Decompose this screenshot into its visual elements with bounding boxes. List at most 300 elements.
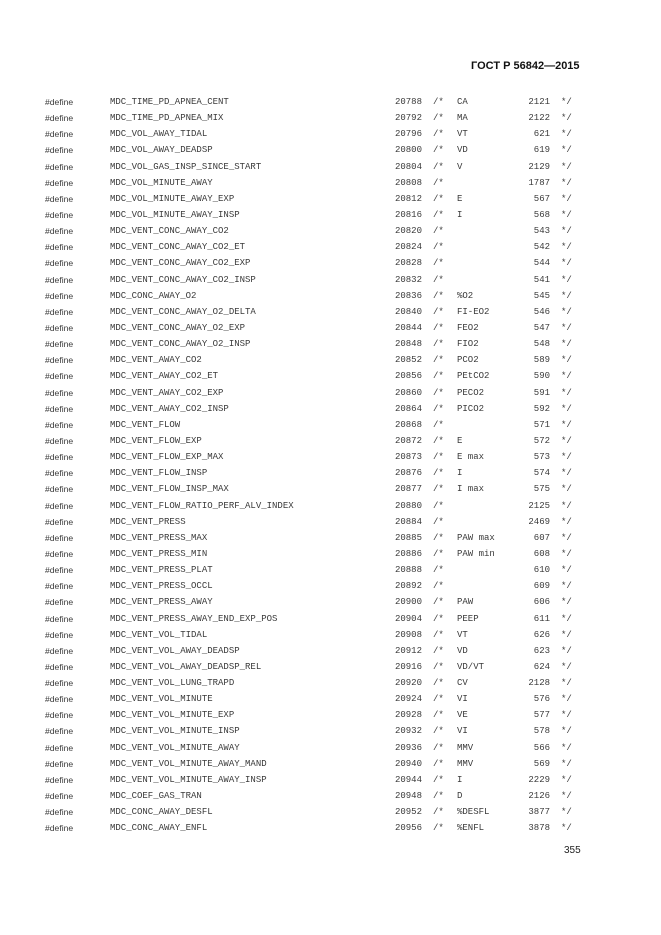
macro-name: MDC_VENT_VOL_LUNG_TRAPD bbox=[110, 678, 235, 689]
macro-name: MDC_VENT_AWAY_CO2_ET bbox=[110, 371, 219, 382]
comment-label: CA bbox=[457, 97, 468, 107]
comment-label: %ENFL bbox=[457, 823, 485, 834]
define-keyword: #define bbox=[45, 548, 74, 559]
define-keyword: #define bbox=[45, 484, 74, 495]
comment-open: /* bbox=[433, 613, 444, 624]
macro-name: MDC_VENT_PRESS_PLAT bbox=[110, 565, 213, 576]
macro-code: 20944 bbox=[394, 774, 422, 785]
comment-label: %O2 bbox=[457, 290, 474, 301]
comment-close: */ bbox=[561, 629, 572, 640]
define-row bbox=[0, 223, 661, 239]
comment-number: 3878 bbox=[528, 823, 550, 834]
define-row bbox=[0, 804, 661, 820]
comment-label: PAW bbox=[457, 597, 474, 608]
macro-code: 20940 bbox=[394, 758, 422, 769]
comment-label: I bbox=[457, 774, 463, 785]
macro-code: 20948 bbox=[394, 791, 422, 802]
comment-label: E bbox=[457, 435, 463, 446]
comment-number: 591 bbox=[533, 387, 550, 398]
macro-code: 20936 bbox=[394, 742, 422, 753]
comment-number: 2126 bbox=[528, 791, 550, 802]
define-keyword: #define bbox=[45, 710, 74, 721]
comment-close: */ bbox=[561, 97, 572, 107]
define-row bbox=[0, 175, 661, 191]
define-row bbox=[0, 772, 661, 788]
define-keyword: #define bbox=[45, 774, 74, 785]
define-row bbox=[0, 481, 661, 497]
comment-open: /* bbox=[433, 597, 444, 608]
comment-label: FIO2 bbox=[457, 339, 479, 350]
comment-close: */ bbox=[561, 226, 572, 237]
macro-name: MDC_VENT_AWAY_CO2 bbox=[110, 355, 202, 366]
macro-name: MDC_VENT_PRESS_AWAY bbox=[110, 597, 213, 608]
comment-number: 547 bbox=[533, 322, 550, 333]
macro-code: 20876 bbox=[394, 468, 422, 479]
macro-code: 20886 bbox=[394, 548, 422, 559]
comment-close: */ bbox=[561, 661, 572, 672]
define-row bbox=[0, 288, 661, 304]
comment-close: */ bbox=[561, 807, 572, 818]
comment-close: */ bbox=[561, 565, 572, 576]
comment-label: CV bbox=[457, 678, 468, 689]
define-keyword: #define bbox=[45, 258, 74, 269]
comment-close: */ bbox=[561, 403, 572, 414]
macro-name: MDC_COEF_GAS_TRAN bbox=[110, 791, 202, 802]
define-keyword: #define bbox=[45, 742, 74, 753]
define-row bbox=[0, 142, 661, 158]
define-keyword: #define bbox=[45, 678, 74, 689]
define-keyword: #define bbox=[45, 339, 74, 350]
define-keyword: #define bbox=[45, 226, 74, 237]
define-keyword: #define bbox=[45, 306, 74, 317]
comment-number: 626 bbox=[533, 629, 550, 640]
comment-number: 2121 bbox=[528, 97, 550, 107]
define-row bbox=[0, 578, 661, 594]
comment-open: /* bbox=[433, 209, 444, 220]
define-keyword: #define bbox=[45, 177, 74, 188]
macro-name: MDC_VENT_CONC_AWAY_O2_DELTA bbox=[110, 306, 256, 317]
comment-open: /* bbox=[433, 791, 444, 802]
comment-number: 572 bbox=[533, 435, 550, 446]
comment-label: I max bbox=[457, 484, 485, 495]
macro-name: MDC_VENT_FLOW_EXP bbox=[110, 435, 202, 446]
macro-name: MDC_VENT_FLOW_INSP_MAX bbox=[110, 484, 229, 495]
macro-code: 20864 bbox=[394, 403, 422, 414]
comment-close: */ bbox=[561, 597, 572, 608]
macro-code: 20872 bbox=[394, 435, 422, 446]
define-keyword: #define bbox=[45, 209, 74, 220]
comment-number: 590 bbox=[533, 371, 550, 382]
comment-open: /* bbox=[433, 306, 444, 317]
define-keyword: #define bbox=[45, 468, 74, 479]
define-row bbox=[0, 627, 661, 643]
comment-label: PEEP bbox=[457, 613, 479, 624]
macro-name: MDC_CONC_AWAY_DESFL bbox=[110, 807, 213, 818]
comment-label: PCO2 bbox=[457, 355, 479, 366]
define-keyword: #define bbox=[45, 129, 74, 140]
define-keyword: #define bbox=[45, 435, 74, 446]
comment-number: 569 bbox=[533, 758, 550, 769]
comment-number: 589 bbox=[533, 355, 550, 366]
macro-code: 20856 bbox=[394, 371, 422, 382]
define-row bbox=[0, 352, 661, 368]
comment-number: 2129 bbox=[528, 161, 550, 172]
comment-close: */ bbox=[561, 742, 572, 753]
comment-close: */ bbox=[561, 484, 572, 495]
comment-open: /* bbox=[433, 129, 444, 140]
comment-close: */ bbox=[561, 710, 572, 721]
define-row bbox=[0, 385, 661, 401]
comment-open: /* bbox=[433, 258, 444, 269]
comment-open: /* bbox=[433, 468, 444, 479]
comment-label: VI bbox=[457, 726, 468, 737]
define-row bbox=[0, 465, 661, 481]
comment-open: /* bbox=[433, 355, 444, 366]
macro-code: 20912 bbox=[394, 645, 422, 656]
comment-number: 576 bbox=[533, 694, 550, 705]
define-row bbox=[0, 401, 661, 417]
define-keyword: #define bbox=[45, 823, 74, 834]
define-keyword: #define bbox=[45, 581, 74, 592]
comment-close: */ bbox=[561, 613, 572, 624]
comment-number: 624 bbox=[533, 661, 550, 672]
comment-close: */ bbox=[561, 532, 572, 543]
define-keyword: #define bbox=[45, 726, 74, 737]
comment-label: PICO2 bbox=[457, 403, 485, 414]
comment-number: 568 bbox=[533, 209, 550, 220]
comment-open: /* bbox=[433, 290, 444, 301]
comment-close: */ bbox=[561, 516, 572, 527]
comment-close: */ bbox=[561, 468, 572, 479]
comment-number: 607 bbox=[533, 532, 550, 543]
comment-open: /* bbox=[433, 742, 444, 753]
comment-open: /* bbox=[433, 419, 444, 430]
macro-code: 20848 bbox=[394, 339, 422, 350]
define-keyword: #define bbox=[45, 597, 74, 608]
comment-number: 544 bbox=[533, 258, 550, 269]
macro-name: MDC_VENT_CONC_AWAY_CO2_INSP bbox=[110, 274, 256, 285]
define-row bbox=[0, 255, 661, 271]
define-row bbox=[0, 740, 661, 756]
comment-number: 606 bbox=[533, 597, 550, 608]
define-keyword: #define bbox=[45, 694, 74, 705]
macro-code: 20804 bbox=[394, 161, 422, 172]
comment-number: 592 bbox=[533, 403, 550, 414]
macro-name: MDC_TIME_PD_APNEA_MIX bbox=[110, 113, 224, 124]
define-keyword: #define bbox=[45, 242, 74, 253]
comment-number: 573 bbox=[533, 452, 550, 463]
comment-close: */ bbox=[561, 387, 572, 398]
comment-label: PEtCO2 bbox=[457, 371, 490, 382]
macro-code: 20792 bbox=[394, 113, 422, 124]
macro-code: 20900 bbox=[394, 597, 422, 608]
comment-close: */ bbox=[561, 581, 572, 592]
macro-name: MDC_VENT_PRESS_AWAY_END_EXP_POS bbox=[110, 613, 278, 624]
comment-open: /* bbox=[433, 177, 444, 188]
define-row bbox=[0, 336, 661, 352]
comment-close: */ bbox=[561, 791, 572, 802]
comment-close: */ bbox=[561, 258, 572, 269]
comment-label: I bbox=[457, 209, 463, 220]
comment-open: /* bbox=[433, 371, 444, 382]
macro-code: 20904 bbox=[394, 613, 422, 624]
define-keyword: #define bbox=[45, 645, 74, 656]
comment-open: /* bbox=[433, 226, 444, 237]
macro-name: MDC_CONC_AWAY_O2 bbox=[110, 290, 197, 301]
macro-name: MDC_VENT_CONC_AWAY_CO2_EXP bbox=[110, 258, 251, 269]
macro-code: 20928 bbox=[394, 710, 422, 721]
define-row bbox=[0, 207, 661, 223]
comment-number: 2469 bbox=[528, 516, 550, 527]
macro-name: MDC_VOL_MINUTE_AWAY_EXP bbox=[110, 193, 235, 204]
macro-code: 20836 bbox=[394, 290, 422, 301]
macro-name: MDC_VENT_FLOW_INSP bbox=[110, 468, 208, 479]
comment-open: /* bbox=[433, 452, 444, 463]
define-keyword: #define bbox=[45, 758, 74, 769]
comment-label: VD/VT bbox=[457, 661, 485, 672]
macro-name: MDC_VOL_AWAY_DEADSP bbox=[110, 145, 213, 156]
comment-close: */ bbox=[561, 678, 572, 689]
define-row bbox=[0, 498, 661, 514]
comment-label: E max bbox=[457, 452, 485, 463]
comment-label: VD bbox=[457, 145, 468, 156]
comment-number: 548 bbox=[533, 339, 550, 350]
macro-name: MDC_VENT_FLOW_EXP_MAX bbox=[110, 452, 224, 463]
comment-number: 574 bbox=[533, 468, 550, 479]
define-row bbox=[0, 304, 661, 320]
comment-close: */ bbox=[561, 161, 572, 172]
comment-open: /* bbox=[433, 645, 444, 656]
define-row bbox=[0, 320, 661, 336]
comment-number: 578 bbox=[533, 726, 550, 737]
comment-number: 542 bbox=[533, 242, 550, 253]
macro-code: 20885 bbox=[394, 532, 422, 543]
comment-open: /* bbox=[433, 484, 444, 495]
define-keyword: #define bbox=[45, 387, 74, 398]
comment-close: */ bbox=[561, 129, 572, 140]
comment-close: */ bbox=[561, 113, 572, 124]
macro-name: MDC_VENT_PRESS_MIN bbox=[110, 548, 208, 559]
macro-name: MDC_VENT_FLOW_RATIO_PERF_ALV_INDEX bbox=[110, 500, 294, 511]
comment-number: 611 bbox=[533, 613, 550, 624]
comment-label: %DESFL bbox=[457, 807, 490, 818]
comment-number: 577 bbox=[533, 710, 550, 721]
macro-name: MDC_VENT_VOL_MINUTE_EXP bbox=[110, 710, 235, 721]
comment-label: VE bbox=[457, 710, 468, 721]
comment-open: /* bbox=[433, 710, 444, 721]
comment-label: MA bbox=[457, 113, 468, 124]
comment-number: 575 bbox=[533, 484, 550, 495]
comment-number: 3877 bbox=[528, 807, 550, 818]
comment-number: 2122 bbox=[528, 113, 550, 124]
define-keyword: #define bbox=[45, 661, 74, 672]
comment-open: /* bbox=[433, 629, 444, 640]
comment-number: 541 bbox=[533, 274, 550, 285]
define-keyword: #define bbox=[45, 97, 74, 107]
define-row bbox=[0, 239, 661, 255]
comment-label: VD bbox=[457, 645, 468, 656]
macro-code: 20860 bbox=[394, 387, 422, 398]
comment-open: /* bbox=[433, 274, 444, 285]
define-keyword: #define bbox=[45, 355, 74, 366]
macro-code: 20824 bbox=[394, 242, 422, 253]
comment-close: */ bbox=[561, 371, 572, 382]
macro-name: MDC_VOL_GAS_INSP_SINCE_START bbox=[110, 161, 262, 172]
macro-name: MDC_VENT_VOL_MINUTE_AWAY_INSP bbox=[110, 774, 267, 785]
comment-close: */ bbox=[561, 774, 572, 785]
comment-close: */ bbox=[561, 694, 572, 705]
comment-open: /* bbox=[433, 726, 444, 737]
define-keyword: #define bbox=[45, 532, 74, 543]
define-keyword: #define bbox=[45, 452, 74, 463]
define-row bbox=[0, 433, 661, 449]
comment-open: /* bbox=[433, 532, 444, 543]
define-row bbox=[0, 562, 661, 578]
comment-number: 566 bbox=[533, 742, 550, 753]
define-row bbox=[0, 788, 661, 804]
comment-close: */ bbox=[561, 193, 572, 204]
define-row bbox=[0, 643, 661, 659]
macro-code: 20832 bbox=[394, 274, 422, 285]
define-row bbox=[0, 820, 661, 836]
macro-code: 20828 bbox=[394, 258, 422, 269]
comment-label: V bbox=[457, 161, 463, 172]
define-keyword: #define bbox=[45, 113, 74, 124]
macro-code: 20844 bbox=[394, 322, 422, 333]
comment-open: /* bbox=[433, 387, 444, 398]
comment-open: /* bbox=[433, 322, 444, 333]
comment-open: /* bbox=[433, 339, 444, 350]
comment-label: I bbox=[457, 468, 463, 479]
comment-close: */ bbox=[561, 322, 572, 333]
macro-code: 20920 bbox=[394, 678, 422, 689]
macro-code: 20956 bbox=[394, 823, 422, 834]
define-keyword: #define bbox=[45, 629, 74, 640]
comment-open: /* bbox=[433, 823, 444, 834]
comment-open: /* bbox=[433, 774, 444, 785]
comment-label: FI-EO2 bbox=[457, 306, 490, 317]
define-row bbox=[0, 159, 661, 175]
define-row bbox=[0, 191, 661, 207]
macro-code: 20908 bbox=[394, 629, 422, 640]
macro-name: MDC_VENT_VOL_TIDAL bbox=[110, 629, 208, 640]
comment-number: 610 bbox=[533, 565, 550, 576]
page-number: 355 bbox=[564, 845, 581, 856]
comment-label: VT bbox=[457, 629, 468, 640]
comment-close: */ bbox=[561, 242, 572, 253]
define-keyword: #define bbox=[45, 500, 74, 511]
macro-name: MDC_VOL_MINUTE_AWAY_INSP bbox=[110, 209, 240, 220]
macro-name: MDC_VENT_PRESS_OCCL bbox=[110, 581, 213, 592]
define-row bbox=[0, 272, 661, 288]
define-row bbox=[0, 126, 661, 142]
macro-code: 20800 bbox=[394, 145, 422, 156]
define-row bbox=[0, 675, 661, 691]
define-list bbox=[0, 94, 661, 836]
macro-code: 20916 bbox=[394, 661, 422, 672]
comment-number: 2229 bbox=[528, 774, 550, 785]
define-keyword: #define bbox=[45, 161, 74, 172]
define-keyword: #define bbox=[45, 613, 74, 624]
comment-number: 619 bbox=[533, 145, 550, 156]
define-row bbox=[0, 449, 661, 465]
comment-close: */ bbox=[561, 758, 572, 769]
macro-name: MDC_VOL_MINUTE_AWAY bbox=[110, 177, 213, 188]
macro-name: MDC_VENT_VOL_MINUTE_AWAY bbox=[110, 742, 240, 753]
define-row bbox=[0, 723, 661, 739]
comment-close: */ bbox=[561, 435, 572, 446]
comment-label: E bbox=[457, 193, 463, 204]
comment-close: */ bbox=[561, 355, 572, 366]
comment-close: */ bbox=[561, 209, 572, 220]
macro-name: MDC_VENT_VOL_MINUTE bbox=[110, 694, 213, 705]
comment-close: */ bbox=[561, 177, 572, 188]
macro-name: MDC_VENT_FLOW bbox=[110, 419, 181, 430]
define-row bbox=[0, 691, 661, 707]
comment-number: 623 bbox=[533, 645, 550, 656]
comment-label: VT bbox=[457, 129, 468, 140]
define-row bbox=[0, 368, 661, 384]
macro-name: MDC_VENT_CONC_AWAY_CO2 bbox=[110, 226, 229, 237]
comment-close: */ bbox=[561, 645, 572, 656]
comment-number: 571 bbox=[533, 419, 550, 430]
define-keyword: #define bbox=[45, 322, 74, 333]
comment-close: */ bbox=[561, 274, 572, 285]
macro-code: 20840 bbox=[394, 306, 422, 317]
comment-open: /* bbox=[433, 694, 444, 705]
macro-name: MDC_TIME_PD_APNEA_CENT bbox=[110, 97, 229, 107]
define-row bbox=[0, 707, 661, 723]
define-keyword: #define bbox=[45, 403, 74, 414]
comment-open: /* bbox=[433, 500, 444, 511]
comment-close: */ bbox=[561, 452, 572, 463]
macro-code: 20932 bbox=[394, 726, 422, 737]
comment-open: /* bbox=[433, 403, 444, 414]
comment-close: */ bbox=[561, 419, 572, 430]
comment-open: /* bbox=[433, 548, 444, 559]
define-keyword: #define bbox=[45, 516, 74, 527]
macro-code: 20924 bbox=[394, 694, 422, 705]
comment-number: 567 bbox=[533, 193, 550, 204]
macro-code: 20877 bbox=[394, 484, 422, 495]
macro-name: MDC_VENT_PRESS bbox=[110, 516, 186, 527]
macro-code: 20880 bbox=[394, 500, 422, 511]
comment-close: */ bbox=[561, 500, 572, 511]
comment-number: 1787 bbox=[528, 177, 550, 188]
macro-code: 20873 bbox=[394, 452, 422, 463]
comment-label: D bbox=[457, 791, 463, 802]
define-keyword: #define bbox=[45, 807, 74, 818]
define-row bbox=[0, 110, 661, 126]
macro-code: 20952 bbox=[394, 807, 422, 818]
comment-open: /* bbox=[433, 565, 444, 576]
comment-open: /* bbox=[433, 435, 444, 446]
macro-code: 20812 bbox=[394, 193, 422, 204]
comment-open: /* bbox=[433, 97, 444, 107]
macro-name: MDC_VENT_VOL_MINUTE_AWAY_MAND bbox=[110, 758, 267, 769]
comment-label: MMV bbox=[457, 742, 474, 753]
comment-number: 546 bbox=[533, 306, 550, 317]
macro-name: MDC_VENT_CONC_AWAY_O2_EXP bbox=[110, 322, 246, 333]
define-keyword: #define bbox=[45, 274, 74, 285]
comment-open: /* bbox=[433, 113, 444, 124]
define-row bbox=[0, 94, 661, 110]
comment-open: /* bbox=[433, 145, 444, 156]
comment-open: /* bbox=[433, 516, 444, 527]
define-row bbox=[0, 594, 661, 610]
comment-open: /* bbox=[433, 661, 444, 672]
macro-name: MDC_VENT_VOL_AWAY_DEADSP bbox=[110, 645, 240, 656]
